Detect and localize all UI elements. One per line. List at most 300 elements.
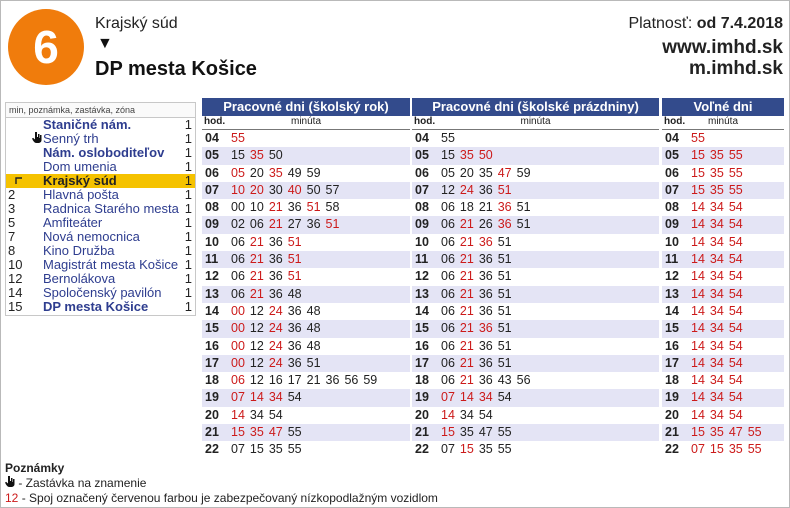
hour-cell: 09 [205, 217, 219, 232]
departure-low-floor[interactable]: 51 [287, 269, 302, 284]
departure[interactable]: 59 [306, 165, 321, 180]
stop-row[interactable] [6, 160, 195, 174]
departure[interactable]: 15 [249, 442, 264, 457]
departure[interactable]: 21 [306, 373, 321, 388]
departure-low-floor[interactable]: 14 [249, 390, 264, 405]
hour-cell: 22 [665, 442, 679, 457]
departure[interactable]: 36 [287, 355, 302, 370]
minutes-cell [231, 372, 382, 389]
departure-low-floor[interactable]: 14 [231, 407, 245, 422]
departure[interactable]: 15 [441, 148, 455, 163]
departure[interactable]: 51 [497, 269, 512, 284]
hour-cell: 16 [205, 338, 219, 353]
departure-low-floor[interactable]: 55 [691, 131, 705, 145]
departure-low-floor[interactable]: 35 [728, 442, 743, 457]
stop-list-body [6, 118, 195, 314]
departure-low-floor[interactable]: 14 [691, 373, 705, 388]
hour-cell: 04 [415, 131, 429, 145]
departure-low-floor[interactable]: 24 [459, 182, 474, 197]
departure-low-floor[interactable]: 35 [709, 165, 724, 180]
departure-low-floor[interactable]: 00 [231, 355, 245, 370]
stop-zone: 1 [184, 187, 192, 202]
stop-minutes: 14 [8, 285, 23, 300]
timetable-title: Voľné dni [662, 98, 784, 116]
timetable-row [662, 251, 784, 268]
stop-name: Magistrát mesta Košice [43, 257, 179, 272]
departure-low-floor[interactable]: 21 [249, 269, 264, 284]
stop-name: DP mesta Košice [43, 299, 149, 314]
departure[interactable]: 36 [478, 269, 493, 284]
stop-row[interactable] [6, 300, 195, 314]
departure-low-floor[interactable]: 34 [709, 338, 724, 353]
departure-low-floor[interactable]: 24 [268, 355, 283, 370]
departure-low-floor[interactable]: 15 [441, 425, 455, 440]
departure[interactable]: 36 [478, 338, 493, 353]
departure-low-floor[interactable]: 21 [268, 200, 283, 215]
departure-low-floor[interactable]: 21 [249, 252, 264, 267]
stop-name: Bernolákova [43, 271, 116, 286]
departure-low-floor[interactable]: 14 [691, 252, 705, 267]
stop-zone: 1 [184, 285, 192, 300]
departure-low-floor[interactable]: 14 [691, 355, 705, 370]
departure[interactable]: 36 [325, 373, 340, 388]
departure-low-floor[interactable]: 21 [459, 286, 474, 301]
departure[interactable]: 36 [287, 338, 302, 353]
stop-row[interactable] [6, 230, 195, 244]
departure[interactable]: 36 [478, 252, 493, 267]
hour-cell: 09 [665, 217, 679, 232]
departure[interactable]: 06 [249, 217, 264, 232]
stop-row[interactable] [6, 202, 195, 216]
departure[interactable]: 12 [249, 321, 264, 336]
departure[interactable]: 06 [441, 234, 455, 249]
departure-low-floor[interactable]: 14 [691, 217, 705, 232]
departure[interactable]: 58 [325, 200, 340, 215]
departure[interactable]: 06 [441, 355, 455, 370]
minutes-cell [231, 320, 326, 337]
minutes-cell [231, 441, 307, 458]
departure[interactable]: 20 [249, 165, 264, 180]
departure-low-floor[interactable]: 24 [268, 303, 283, 318]
departure-low-floor[interactable]: 55 [747, 442, 762, 457]
departure-low-floor[interactable]: 54 [728, 355, 743, 370]
departure-low-floor[interactable]: 35 [249, 148, 264, 163]
departure[interactable]: 51 [497, 338, 512, 353]
stop-list [5, 102, 196, 316]
timetable-school-year [202, 98, 410, 459]
departure[interactable]: 48 [306, 338, 321, 353]
departure[interactable]: 07 [441, 442, 455, 457]
departure[interactable]: 06 [441, 303, 455, 318]
departure[interactable]: 56 [516, 373, 531, 388]
departure-low-floor[interactable]: 15 [709, 442, 724, 457]
stop-row[interactable] [6, 132, 195, 146]
departure[interactable]: 36 [478, 286, 493, 301]
departure-low-floor[interactable]: 36 [478, 321, 493, 336]
stop-zone: 1 [184, 145, 192, 160]
departure[interactable]: 36 [268, 286, 283, 301]
departure-low-floor[interactable]: 34 [709, 252, 724, 267]
departure-low-floor[interactable]: 35 [268, 165, 283, 180]
departure[interactable]: 49 [287, 165, 302, 180]
departure[interactable]: 51 [497, 234, 512, 249]
timetable-row [412, 130, 659, 147]
departure[interactable]: 51 [497, 355, 512, 370]
stop-row[interactable] [6, 174, 195, 188]
stop-name: Staničné nám. [43, 117, 132, 132]
departure[interactable]: 00 [231, 200, 245, 215]
validity-label: Platnosť: [628, 15, 693, 32]
departure-low-floor[interactable]: 15 [691, 148, 705, 163]
departure[interactable]: 27 [287, 217, 302, 232]
timetable-rows [202, 130, 410, 459]
departure[interactable]: 06 [441, 338, 455, 353]
departure[interactable]: 15 [231, 148, 245, 163]
stop-zone: 1 [184, 201, 192, 216]
departure-low-floor[interactable]: 34 [268, 390, 283, 405]
departure-low-floor[interactable]: 20 [249, 182, 264, 197]
departure-low-floor[interactable]: 54 [728, 200, 743, 215]
stop-row[interactable] [6, 286, 195, 300]
departure[interactable]: 06 [441, 200, 455, 215]
departure-low-floor[interactable]: 21 [459, 252, 474, 267]
departure-low-floor[interactable]: 34 [709, 321, 724, 336]
departure[interactable]: 59 [363, 373, 378, 388]
departure[interactable]: 12 [249, 355, 264, 370]
departure-low-floor[interactable]: 15 [231, 425, 245, 440]
departure[interactable]: 51 [497, 321, 512, 336]
departure-low-floor[interactable]: 34 [709, 407, 724, 422]
departure[interactable]: 36 [478, 373, 493, 388]
departure-low-floor[interactable]: 55 [728, 182, 743, 197]
departure-low-floor[interactable]: 21 [459, 234, 474, 249]
departure-low-floor[interactable]: 00 [231, 303, 245, 318]
departure-low-floor[interactable]: 21 [459, 355, 474, 370]
departure-low-floor[interactable]: 34 [709, 355, 724, 370]
stop-zone: 1 [184, 299, 192, 314]
departure[interactable]: 17 [287, 373, 302, 388]
departure[interactable]: 51 [497, 286, 512, 301]
departure-low-floor[interactable]: 07 [441, 390, 455, 405]
departure-low-floor[interactable]: 15 [691, 425, 705, 440]
mobile-website-link[interactable]: m.imhd.sk [689, 58, 783, 79]
departure[interactable]: 06 [441, 269, 455, 284]
departure-low-floor[interactable]: 51 [287, 234, 302, 249]
departure-low-floor[interactable]: 07 [231, 390, 245, 405]
departure[interactable]: 05 [441, 165, 455, 180]
departure-low-floor[interactable]: 34 [709, 200, 724, 215]
departure-low-floor[interactable]: 14 [691, 269, 705, 284]
departure-low-floor[interactable]: 55 [747, 425, 762, 440]
departure-low-floor[interactable]: 35 [709, 148, 724, 163]
departure-low-floor[interactable]: 14 [459, 390, 474, 405]
minutes-cell [231, 216, 344, 233]
departure-low-floor[interactable]: 54 [728, 269, 743, 284]
minutes-cell [231, 147, 288, 164]
hour-cell: 18 [205, 373, 219, 388]
departure-low-floor[interactable]: 24 [268, 321, 283, 336]
hour-cell: 21 [415, 425, 429, 440]
stop-row[interactable] [6, 272, 195, 286]
departure-low-floor[interactable]: 54 [728, 234, 743, 249]
departure[interactable]: 54 [478, 407, 493, 422]
departure-low-floor[interactable]: 14 [691, 338, 705, 353]
departure[interactable]: 55 [497, 442, 512, 457]
departure[interactable]: 47 [478, 425, 493, 440]
departure[interactable]: 06 [231, 252, 245, 267]
departure-low-floor[interactable]: 14 [691, 321, 705, 336]
departure-low-floor[interactable]: 34 [709, 286, 724, 301]
departure-low-floor[interactable]: 55 [231, 131, 245, 145]
departure[interactable]: 36 [478, 355, 493, 370]
departure[interactable]: 36 [287, 321, 302, 336]
departure[interactable]: 48 [287, 286, 302, 301]
departure-low-floor[interactable]: 21 [459, 269, 474, 284]
timetable-row [662, 389, 784, 406]
departure[interactable]: 21 [478, 200, 493, 215]
departure[interactable]: 55 [497, 425, 512, 440]
departure-low-floor[interactable]: 14 [691, 390, 705, 405]
departure-low-floor[interactable]: 14 [691, 303, 705, 318]
departure-low-floor[interactable]: 54 [728, 286, 743, 301]
stop-zone: 1 [184, 131, 192, 146]
departure-low-floor[interactable]: 21 [459, 321, 474, 336]
departure-low-floor[interactable]: 21 [268, 217, 283, 232]
departure-low-floor[interactable]: 21 [459, 217, 474, 232]
departure[interactable]: 36 [306, 217, 321, 232]
departure[interactable]: 55 [287, 442, 302, 457]
departure-low-floor[interactable]: 21 [459, 303, 474, 318]
timetable-row [202, 147, 410, 164]
departure-low-floor[interactable]: 34 [709, 234, 724, 249]
timetable-row [662, 165, 784, 182]
departure-low-floor[interactable]: 34 [709, 390, 724, 405]
departure[interactable]: 48 [306, 321, 321, 336]
departure[interactable]: 06 [231, 269, 245, 284]
departure-low-floor[interactable]: 51 [306, 200, 321, 215]
departure-low-floor[interactable]: 55 [728, 148, 743, 163]
departure[interactable]: 56 [344, 373, 359, 388]
departure[interactable]: 34 [249, 407, 264, 422]
departure-low-floor[interactable]: 34 [478, 390, 493, 405]
departure[interactable]: 12 [249, 338, 264, 353]
timetable-subheader [202, 116, 410, 130]
departure[interactable]: 34 [459, 407, 474, 422]
departure-low-floor[interactable]: 24 [268, 338, 283, 353]
hour-cell: 07 [205, 182, 219, 197]
departure[interactable]: 36 [287, 303, 302, 318]
departure-low-floor[interactable]: 36 [497, 217, 512, 232]
hour-cell: 09 [415, 217, 429, 232]
departure-low-floor[interactable]: 15 [691, 182, 705, 197]
departure[interactable]: 20 [459, 165, 474, 180]
stop-row[interactable] [6, 216, 195, 230]
departure-low-floor[interactable]: 55 [728, 165, 743, 180]
departure-low-floor[interactable]: 36 [497, 200, 512, 215]
departure-low-floor[interactable]: 40 [287, 182, 302, 197]
departure[interactable]: 43 [497, 373, 512, 388]
timetable-row [412, 216, 659, 233]
departure[interactable]: 35 [478, 442, 493, 457]
departure-low-floor[interactable]: 54 [728, 407, 743, 422]
departure-low-floor[interactable]: 14 [691, 407, 705, 422]
departure-low-floor[interactable]: 34 [709, 269, 724, 284]
departure-low-floor[interactable]: 36 [478, 234, 493, 249]
departure[interactable]: 02 [231, 217, 245, 232]
departure[interactable]: 06 [231, 286, 245, 301]
hour-cell: 22 [205, 442, 219, 457]
departure[interactable]: 50 [268, 148, 283, 163]
departure[interactable]: 16 [268, 373, 283, 388]
departure-low-floor[interactable]: 34 [709, 217, 724, 232]
stop-zone: 1 [184, 229, 192, 244]
timetable-row [662, 130, 784, 147]
departure[interactable]: 18 [459, 200, 474, 215]
website-link[interactable]: www.imhd.sk [662, 37, 783, 58]
hour-cell: 11 [205, 252, 219, 267]
minutes-cell [231, 303, 326, 320]
departure[interactable]: 48 [306, 303, 321, 318]
departure-low-floor[interactable]: 51 [287, 252, 302, 267]
departure-low-floor[interactable]: 06 [231, 373, 245, 388]
departure[interactable]: 54 [268, 407, 283, 422]
minutes-cell [691, 389, 748, 406]
stop-name: Senný trh [43, 131, 99, 146]
departure[interactable]: 06 [441, 217, 455, 232]
departure[interactable]: 59 [516, 165, 531, 180]
departure-low-floor[interactable]: 47 [268, 425, 283, 440]
timetable-subheader [412, 116, 659, 130]
departure[interactable]: 51 [516, 217, 531, 232]
departure-low-floor[interactable]: 21 [249, 234, 264, 249]
departure-low-floor[interactable]: 35 [709, 182, 724, 197]
departure-low-floor[interactable]: 15 [459, 442, 474, 457]
departure-low-floor[interactable]: 54 [728, 252, 743, 267]
hour-cell: 12 [415, 269, 429, 284]
departure[interactable]: 36 [268, 252, 283, 267]
stop-minutes: 2 [8, 187, 16, 202]
departure[interactable]: 35 [459, 425, 474, 440]
timetable-row [202, 182, 410, 199]
hour-cell: 20 [665, 407, 679, 422]
minutes-cell [441, 303, 517, 320]
departure-low-floor[interactable]: 54 [728, 338, 743, 353]
departure-low-floor[interactable]: 47 [497, 165, 512, 180]
departure-low-floor[interactable]: 10 [231, 182, 245, 197]
stop-zone: 1 [184, 117, 192, 132]
departure-low-floor[interactable]: 14 [691, 234, 705, 249]
timetable-row [202, 389, 410, 406]
departure[interactable]: 51 [497, 303, 512, 318]
departure-low-floor[interactable]: 14 [691, 286, 705, 301]
departure-low-floor[interactable]: 00 [231, 338, 245, 353]
departure-low-floor[interactable]: 54 [728, 217, 743, 232]
departure-low-floor[interactable]: 35 [459, 148, 474, 163]
timetable-row [662, 268, 784, 285]
departure-low-floor[interactable]: 54 [728, 303, 743, 318]
minutes-cell [691, 424, 767, 441]
departure-low-floor[interactable]: 51 [325, 217, 340, 232]
departure[interactable]: 10 [249, 200, 264, 215]
departure[interactable]: 06 [231, 234, 245, 249]
departure-low-floor[interactable]: 21 [459, 338, 474, 353]
departure-low-floor[interactable]: 34 [709, 373, 724, 388]
departure-low-floor[interactable]: 21 [249, 286, 264, 301]
departure[interactable]: 06 [441, 286, 455, 301]
departure[interactable]: 55 [287, 425, 302, 440]
departure-low-floor[interactable]: 15 [691, 165, 705, 180]
stop-row[interactable] [6, 244, 195, 258]
departure[interactable]: 35 [478, 165, 493, 180]
departure[interactable]: 36 [268, 269, 283, 284]
departure[interactable]: 36 [478, 182, 493, 197]
departure[interactable]: 12 [249, 373, 264, 388]
minutes-cell [691, 147, 748, 164]
departure[interactable]: 51 [306, 355, 321, 370]
hour-cell: 08 [205, 200, 219, 215]
note-low-floor [5, 491, 438, 506]
departure[interactable]: 07 [231, 442, 245, 457]
departure-low-floor[interactable]: 07 [691, 442, 705, 457]
stop-row[interactable] [6, 118, 195, 132]
departure[interactable]: 12 [441, 182, 455, 197]
hour-cell: 13 [205, 286, 219, 301]
departure[interactable]: 35 [268, 442, 283, 457]
stop-row[interactable] [6, 146, 195, 160]
departure-low-floor[interactable]: 54 [728, 373, 743, 388]
departure-low-floor[interactable]: 51 [497, 182, 512, 197]
stop-minutes: 7 [8, 229, 16, 244]
hour-cell: 11 [665, 252, 679, 267]
departure[interactable]: 51 [516, 200, 531, 215]
departure-low-floor[interactable]: 21 [459, 373, 474, 388]
departure[interactable]: 26 [478, 217, 493, 232]
minutes-cell [691, 130, 710, 147]
departure[interactable]: 55 [441, 131, 455, 145]
departure[interactable]: 06 [441, 373, 455, 388]
departure[interactable]: 54 [497, 390, 512, 405]
stop-row[interactable] [6, 188, 195, 202]
departure[interactable]: 30 [268, 182, 283, 197]
minutes-cell [231, 199, 344, 216]
departure-low-floor[interactable]: 50 [478, 148, 493, 163]
departure-low-floor[interactable]: 00 [231, 321, 245, 336]
departure-low-floor[interactable]: 14 [691, 200, 705, 215]
hour-cell: 18 [665, 373, 679, 388]
departure[interactable]: 36 [268, 234, 283, 249]
departure[interactable]: 50 [306, 182, 321, 197]
departure[interactable]: 36 [287, 200, 302, 215]
departure[interactable]: 51 [497, 252, 512, 267]
departure[interactable]: 54 [287, 390, 302, 405]
departure-low-floor[interactable]: 54 [728, 390, 743, 405]
departure-low-floor[interactable]: 14 [441, 407, 455, 422]
departure[interactable]: 12 [249, 303, 264, 318]
departure-low-floor[interactable]: 35 [249, 425, 264, 440]
departure[interactable]: 57 [325, 182, 340, 197]
departure[interactable]: 36 [478, 303, 493, 318]
departure[interactable]: 06 [441, 321, 455, 336]
departure-low-floor[interactable]: 47 [728, 425, 743, 440]
timetable-row [662, 372, 784, 389]
departure-low-floor[interactable]: 54 [728, 321, 743, 336]
departure-low-floor[interactable]: 35 [709, 425, 724, 440]
departure-low-floor[interactable]: 34 [709, 303, 724, 318]
timetable-row [662, 286, 784, 303]
departure-low-floor[interactable]: 05 [231, 165, 245, 180]
stop-row[interactable] [6, 258, 195, 272]
departure[interactable]: 06 [441, 252, 455, 267]
